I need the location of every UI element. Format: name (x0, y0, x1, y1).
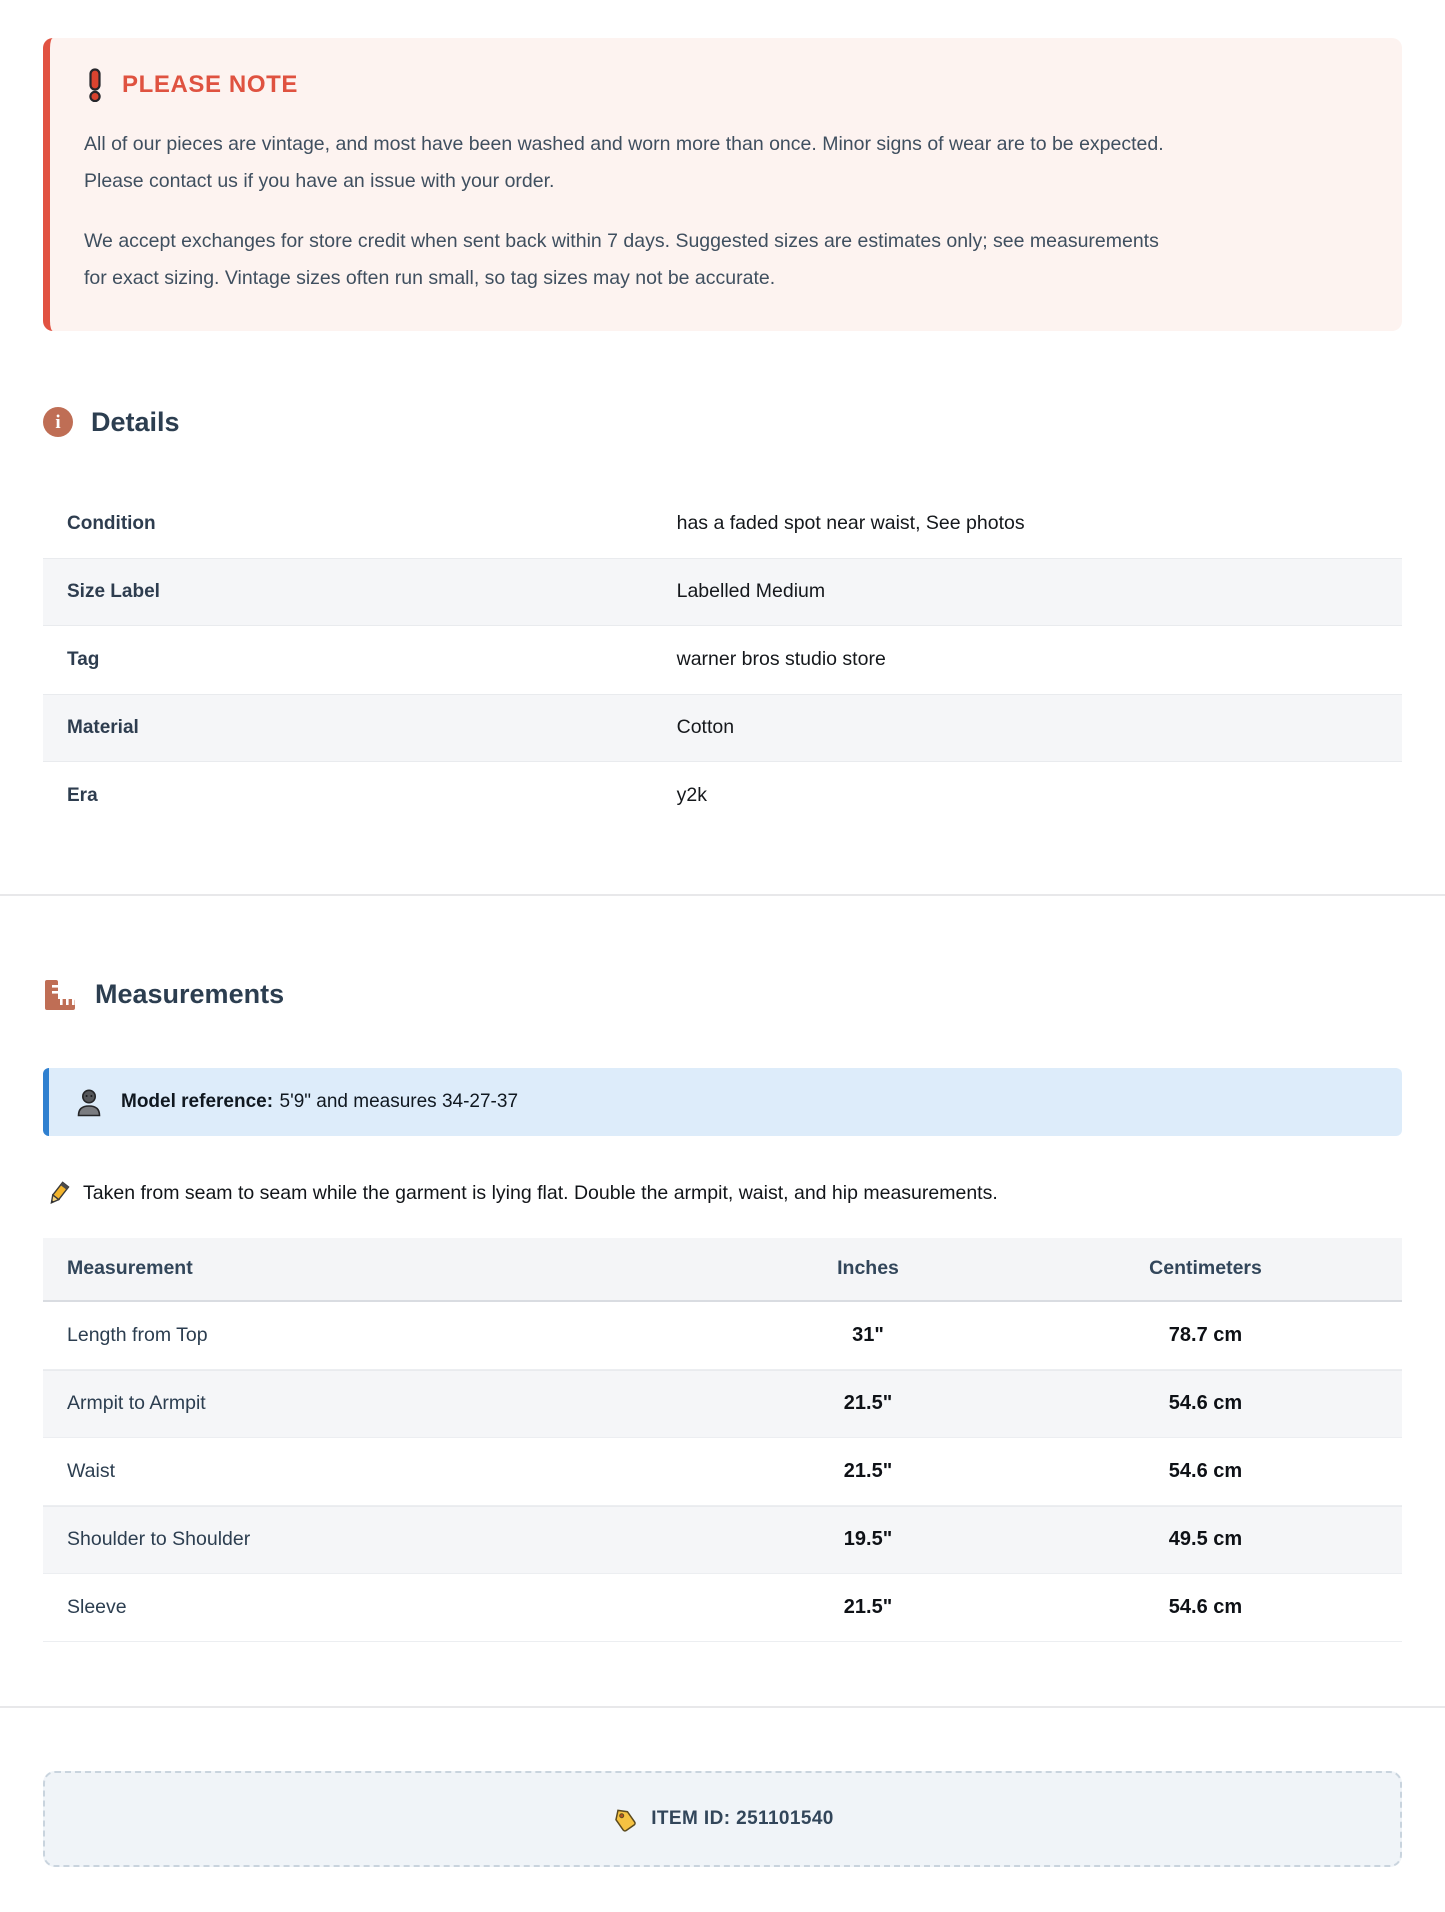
detail-label: Material (67, 716, 139, 738)
measurement-method-note (43, 1180, 1402, 1208)
measurements-section (0, 978, 1445, 1642)
measurement-inches: 19.5" (843, 1528, 893, 1551)
model-reference-callout (43, 1068, 1402, 1136)
table-row-waist (43, 1438, 1402, 1506)
column-header-inches: Inches (837, 1257, 899, 1280)
measurement-cm: 54.6 cm (1168, 1459, 1243, 1482)
measurement-cm: 54.6 cm (1168, 1392, 1243, 1415)
measurement-name: Sleeve (67, 1595, 127, 1618)
details-heading (43, 407, 1402, 438)
section-divider (0, 1706, 1445, 1708)
measurements-table-header (43, 1238, 1402, 1302)
detail-row-condition (43, 490, 1402, 558)
details-section (0, 407, 1445, 830)
note-paragraph-1: All of our pieces are vintage, and most have been washed and worn more than once. Minor signs of wear are to be expected. Please contact us if you have an issue with your order. (84, 133, 1164, 192)
detail-label: Era (67, 784, 98, 806)
measurements-table (43, 1238, 1402, 1642)
model-reference-label: Model reference: (121, 1090, 274, 1112)
please-note-callout (43, 38, 1402, 331)
exclamation-icon (84, 68, 106, 102)
tag-icon (611, 1805, 637, 1833)
measurement-cm: 78.7 cm (1168, 1323, 1243, 1346)
column-header-measurement: Measurement (67, 1257, 193, 1280)
section-divider (0, 894, 1445, 896)
measurement-name: Waist (67, 1459, 116, 1482)
details-list (43, 490, 1402, 830)
item-id-text: ITEM ID: 251101540 (651, 1807, 834, 1829)
pencil-icon (45, 1180, 71, 1208)
info-icon: i (43, 407, 73, 437)
item-id-box (43, 1771, 1402, 1867)
table-row-shoulder-to-shoulder (43, 1506, 1402, 1574)
measurements-table-body (43, 1302, 1402, 1642)
detail-value: Labelled Medium (676, 580, 826, 603)
detail-label: Size Label (67, 580, 160, 602)
note-paragraph-2: We accept exchanges for store credit when sent back within 7 days. Suggested sizes are estimates only; see measurements for exact sizing. Vintage sizes often run small, so tag sizes may not be accurate. (84, 230, 1159, 289)
detail-row-era (43, 762, 1402, 830)
measurements-heading (43, 978, 1402, 1012)
note-heading (84, 68, 1360, 102)
measurements-heading-label: Measurements (95, 979, 285, 1010)
table-row-length-from-top (43, 1302, 1402, 1370)
detail-row-size-label (43, 558, 1402, 626)
detail-value: y2k (676, 784, 707, 807)
measurement-inches: 21.5" (843, 1392, 893, 1415)
ruler-icon (43, 978, 77, 1012)
measurement-name: Length from Top (67, 1323, 208, 1346)
model-reference-value: 5'9" and measures 34-27-37 (279, 1090, 519, 1112)
measurement-inches: 21.5" (843, 1595, 893, 1618)
table-row-sleeve (43, 1574, 1402, 1642)
detail-row-material (43, 694, 1402, 762)
detail-value: warner bros studio store (676, 648, 886, 671)
measurement-cm: 54.6 cm (1168, 1595, 1243, 1618)
detail-label: Tag (67, 648, 100, 670)
details-heading-label: Details (91, 406, 180, 437)
measurement-name: Shoulder to Shoulder (67, 1528, 251, 1551)
measurement-cm: 49.5 cm (1168, 1528, 1243, 1551)
person-icon (75, 1087, 103, 1117)
measurement-method-text: Taken from seam to seam while the garment is lying flat. Double the armpit, waist, and hip measurements. (83, 1182, 998, 1205)
detail-row-tag (43, 626, 1402, 694)
measurement-inches: 21.5" (843, 1459, 893, 1482)
detail-value: has a faded spot near waist, See photos (676, 512, 1025, 535)
detail-label: Condition (67, 512, 156, 534)
table-row-armpit-to-armpit (43, 1370, 1402, 1438)
measurement-name: Armpit to Armpit (67, 1392, 206, 1415)
measurement-inches: 31" (852, 1323, 884, 1346)
note-title: PLEASE NOTE (122, 71, 298, 98)
column-header-centimeters: Centimeters (1149, 1257, 1262, 1280)
detail-value: Cotton (676, 716, 735, 739)
